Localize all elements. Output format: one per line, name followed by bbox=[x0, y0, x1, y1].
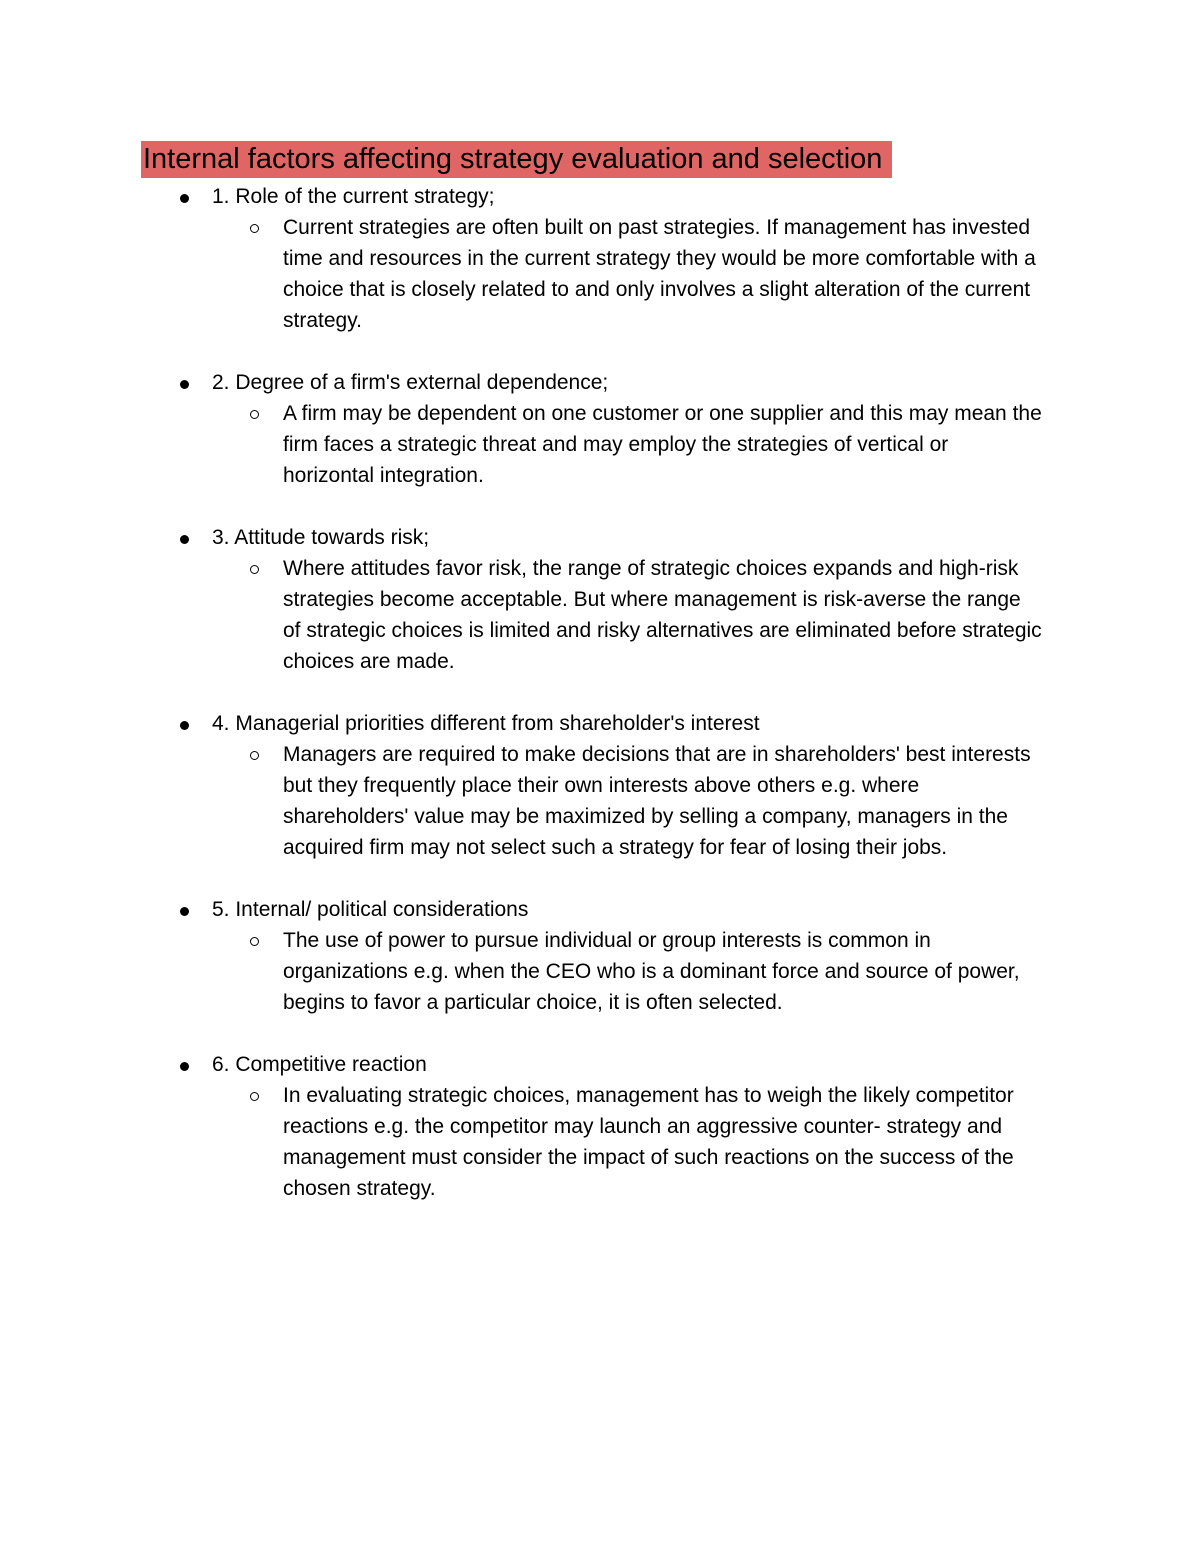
sub-list-item-text: In evaluating strategic choices, management has to weigh the likely competitor reactions e.g. the competitor may launch an aggressive counter- strategy and management must consider the impact of such reactions on the success of the chosen strategy. bbox=[283, 1084, 1014, 1200]
factor-list bbox=[0, 181, 1200, 1235]
list-item-label: 3. Attitude towards risk; bbox=[212, 526, 430, 549]
sub-list-item bbox=[0, 739, 1043, 863]
sub-list-item-text: Where attitudes favor risk, the range of strategic choices expands and high-risk strategies become acceptable. But where management is risk-averse the range of strategic choices is limited and risky alternatives are eliminated before strategic choices are made. bbox=[283, 557, 1042, 673]
bullet-disc-icon bbox=[180, 194, 189, 203]
sub-list-item-text: A firm may be dependent on one customer or one supplier and this may mean the firm faces a strategic threat and may employ the strategies of vertical or horizontal integration. bbox=[283, 402, 1042, 487]
bullet-circle-icon bbox=[250, 224, 259, 233]
sub-list-item bbox=[0, 925, 1043, 1018]
list-item-row bbox=[0, 708, 1200, 739]
sub-list-item bbox=[0, 398, 1043, 491]
list-item-row bbox=[0, 1049, 1200, 1080]
bullet-circle-icon bbox=[250, 937, 259, 946]
bullet-circle-icon bbox=[250, 565, 259, 574]
bullet-circle-icon bbox=[250, 410, 259, 419]
list-item bbox=[0, 181, 1200, 336]
list-item bbox=[0, 522, 1200, 677]
bullet-disc-icon bbox=[180, 380, 189, 389]
bullet-disc-icon bbox=[180, 535, 189, 544]
list-item bbox=[0, 894, 1200, 1018]
list-item bbox=[0, 367, 1200, 491]
sub-list-item-text: Managers are required to make decisions that are in shareholders' best interests but they frequently place their own interests above others e.g. where shareholders' value may be maximized by selling a company, managers in the acquired firm may not select such a strategy for fear of losing their jobs. bbox=[283, 743, 1031, 859]
sub-list-item bbox=[0, 212, 1043, 336]
sub-list-item bbox=[0, 553, 1043, 677]
list-item bbox=[0, 1049, 1200, 1204]
list-item-label: 1. Role of the current strategy; bbox=[212, 185, 495, 208]
sub-list-item bbox=[0, 1080, 1043, 1204]
bullet-disc-icon bbox=[180, 721, 189, 730]
bullet-circle-icon bbox=[250, 751, 259, 760]
list-item-row bbox=[0, 894, 1200, 925]
page-title: Internal factors affecting strategy evaluation and selection bbox=[141, 141, 892, 178]
list-item-row bbox=[0, 181, 1200, 212]
bullet-disc-icon bbox=[180, 1062, 189, 1071]
list-item-label: 6. Competitive reaction bbox=[212, 1053, 427, 1076]
list-item-label: 2. Degree of a firm's external dependence; bbox=[212, 371, 609, 394]
list-item-label: 5. Internal/ political considerations bbox=[212, 898, 529, 921]
list-item bbox=[0, 708, 1200, 863]
list-item-label: 4. Managerial priorities different from shareholder's interest bbox=[212, 712, 760, 735]
bullet-disc-icon bbox=[180, 907, 189, 916]
list-item-row bbox=[0, 522, 1200, 553]
list-item-row bbox=[0, 367, 1200, 398]
sub-list-item-text: The use of power to pursue individual or group interests is common in organizations e.g. when the CEO who is a dominant force and source of power, begins to favor a particular choice, it is often selected. bbox=[283, 929, 1020, 1014]
bullet-circle-icon bbox=[250, 1092, 259, 1101]
sub-list-item-text: Current strategies are often built on past strategies. If management has invested time and resources in the current strategy they would be more comfortable with a choice that is closely related to and only involves a slight alteration of the current strategy. bbox=[283, 216, 1036, 332]
